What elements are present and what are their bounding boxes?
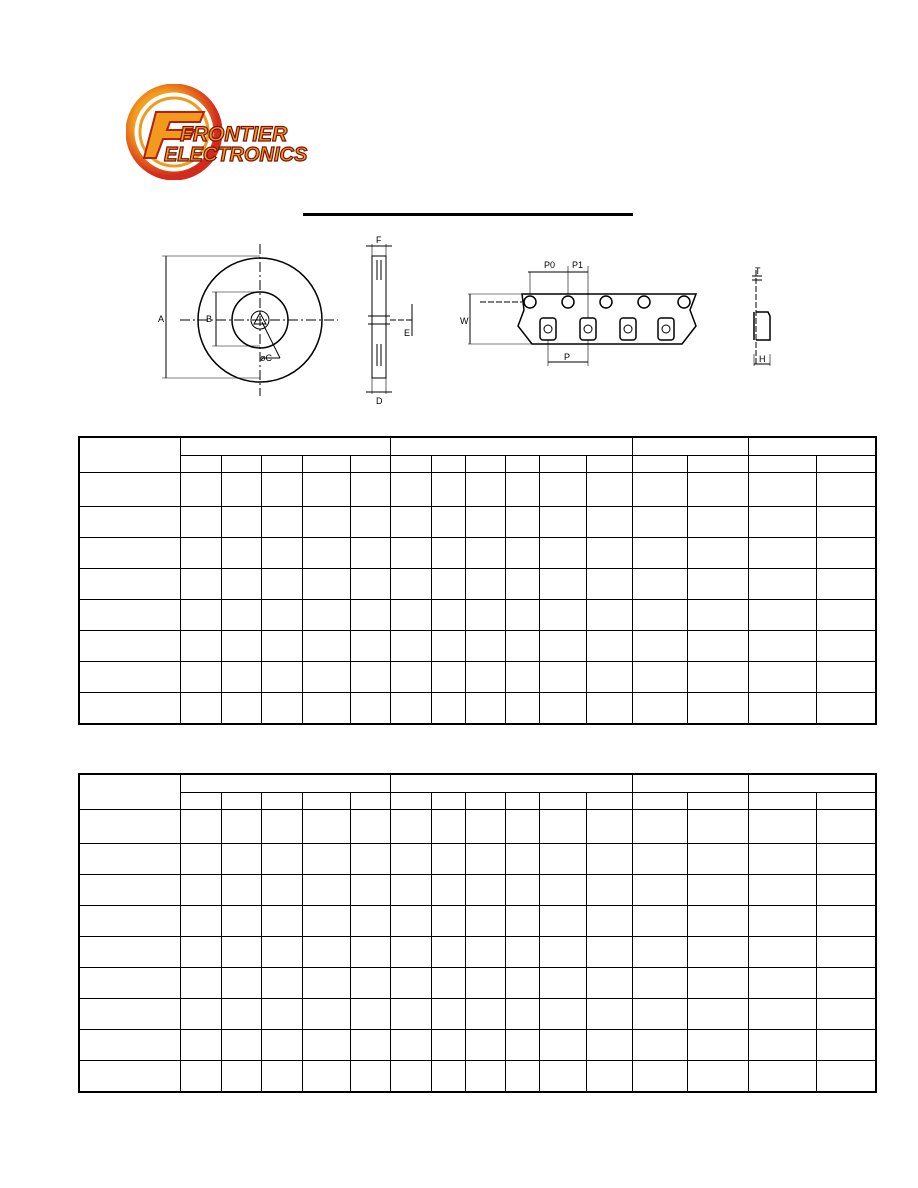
reel-and-tape-drawing bbox=[150, 236, 790, 408]
reel-label-c: øC bbox=[260, 353, 272, 363]
table-row bbox=[79, 600, 876, 631]
carrier-tape-view bbox=[460, 260, 696, 366]
reel-label-b: B bbox=[206, 314, 213, 324]
table-row bbox=[79, 1061, 876, 1093]
table-row bbox=[79, 473, 876, 507]
spec-table-2 bbox=[78, 773, 877, 1093]
tape-label-p0: P0 bbox=[544, 260, 556, 270]
table-row bbox=[79, 999, 876, 1030]
reel-label-f: F bbox=[376, 236, 382, 245]
reel-label-a: A bbox=[158, 314, 165, 324]
table-row bbox=[79, 1030, 876, 1061]
table-row bbox=[79, 810, 876, 844]
tape-label-h: H bbox=[759, 354, 766, 364]
reel-side-view bbox=[366, 236, 412, 406]
tape-label-w: W bbox=[460, 316, 469, 326]
table-row bbox=[79, 569, 876, 600]
table-row bbox=[79, 631, 876, 662]
frontier-electronics-logo bbox=[126, 84, 322, 180]
table-header-row bbox=[79, 774, 876, 793]
reel-label-e: E bbox=[404, 328, 411, 338]
tape-label-p: P bbox=[564, 352, 571, 362]
table-row bbox=[79, 844, 876, 875]
table-row bbox=[79, 538, 876, 569]
table-subheader-row bbox=[79, 793, 876, 810]
table-row bbox=[79, 906, 876, 937]
table-header-row bbox=[79, 437, 876, 456]
table-row bbox=[79, 937, 876, 968]
table-subheader-row bbox=[79, 456, 876, 473]
table-row bbox=[79, 968, 876, 999]
spec-table-1 bbox=[78, 436, 877, 725]
reel-front-view bbox=[158, 244, 338, 396]
logo-line2: ELECTRONICS bbox=[164, 144, 308, 166]
reel-label-d: D bbox=[376, 396, 383, 406]
logo-line1: FRONTIER bbox=[180, 123, 288, 146]
tape-cross-section bbox=[752, 266, 770, 366]
table-row bbox=[79, 875, 876, 906]
tape-label-p1: P1 bbox=[572, 260, 584, 270]
title-underline bbox=[303, 213, 633, 216]
table-row bbox=[79, 507, 876, 538]
table-row bbox=[79, 662, 876, 693]
table-row bbox=[79, 693, 876, 725]
tape-label-t: T bbox=[755, 266, 761, 276]
